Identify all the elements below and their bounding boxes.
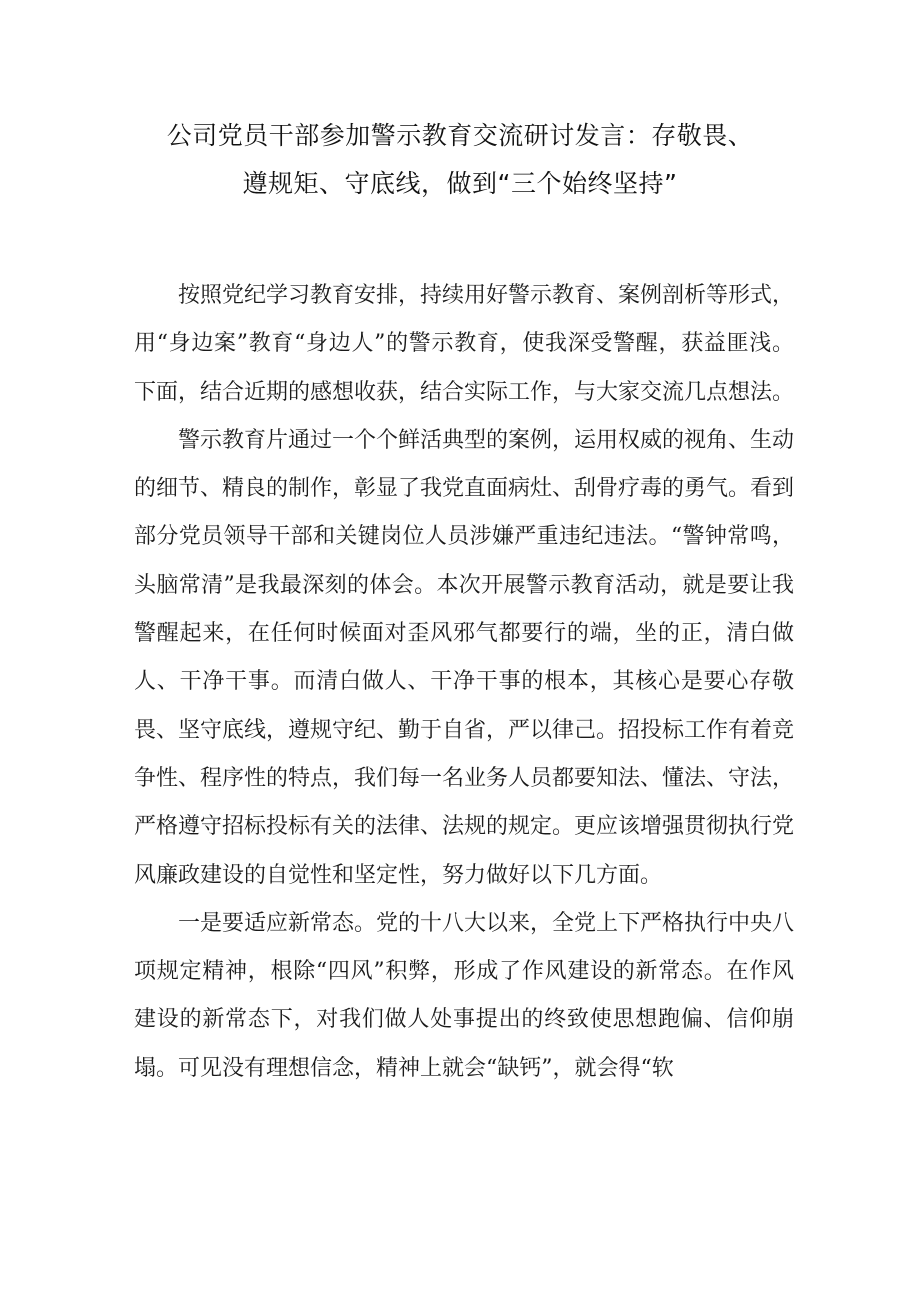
document-title — [120, 112, 800, 208]
paragraph-3: 一是要适应新常态。党的十八大以来，全党上下严格执行中央八项规定精神，根除“四风”积弊，形成了作风建设的新常态。在作风建设的新常态下，对我们做人处事提出的终致使思想跑偏、信仰崩塌。可见没有理想信念，精神上就会“缺钙”，就会得“软 — [134, 910, 795, 1081]
paragraph-1: 按照党纪学习教育安排，持续用好警示教育、案例剖析等形式，用“身边案”教育“身边人”的警示教育，使我深受警醒，获益匪浅。下面，结合近期的感想收获，结合实际工作，与大家交流几点想法。 — [134, 283, 795, 405]
title-line-2: 遵规矩、守底线，做到“三个始终坚持” — [242, 169, 678, 198]
title-line-1: 公司党员干部参加警示教育交流研讨发言：存敬畏、 — [166, 121, 754, 150]
document-body — [134, 272, 794, 1093]
paragraph-2: 警示教育片通过一个个鲜活典型的案例，运用权威的视角、生动的细节、精良的制作，彰显了我党直面病灶、刮骨疗毒的勇气。看到部分党员领导干部和关键岗位人员涉嫌严重违纪违法。“警钟常鸣，头脑常清”是我最深刻的体会。本次开展警示教育活动，就是要让我警醒起来，在任何时候面对歪风邪气都要行的端，坐的正，清白做人、干净干事。而清白做人、干净干事的根本，其核心是要心存敬畏、坚守底线，遵规守纪、勤于自省，严以律己。招投标工作有着竞争性、程序性的特点，我们每一名业务人员都要知法、懂法、守法，严格遵守招标投标有关的法律、法规的规定。更应该增强贯彻执行党风廉政建设的自觉性和坚定性，努力做好以下几方面。 — [134, 427, 795, 888]
